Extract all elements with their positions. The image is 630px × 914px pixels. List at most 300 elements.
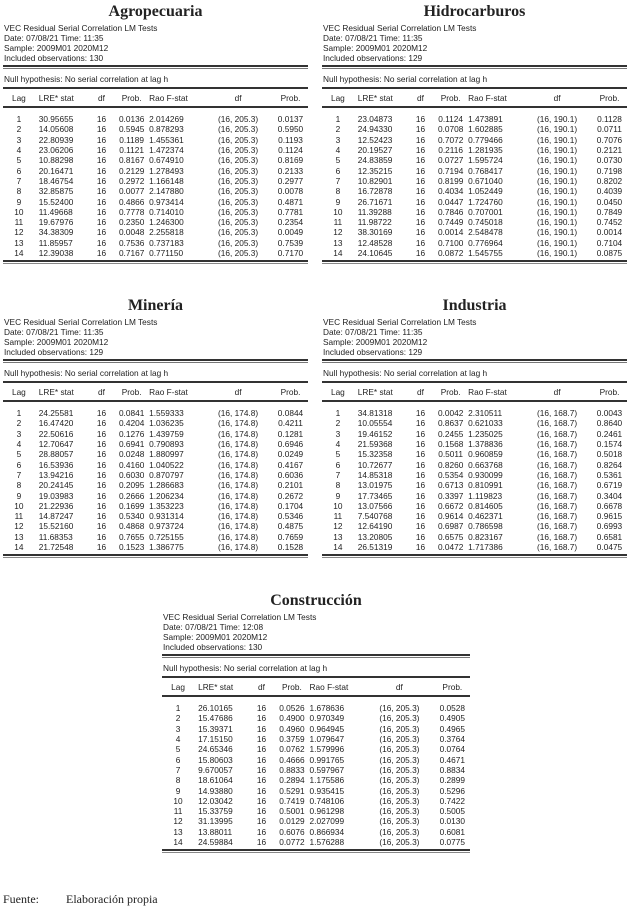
cell-lre-stat: 26.71671 bbox=[357, 196, 393, 207]
cell-lag: 5 bbox=[16, 449, 22, 460]
cell-rao-f-stat: 0.776964 bbox=[468, 237, 503, 248]
cell-rao-f-stat: 1.386775 bbox=[149, 542, 184, 552]
cell-prob-f: 0.0137 bbox=[277, 114, 304, 125]
sector-title: Agropecuaria bbox=[108, 3, 203, 20]
cell-df: 16 bbox=[256, 837, 267, 847]
cell-rao-f-stat: 1.724760 bbox=[468, 196, 503, 207]
cell-lag: 6 bbox=[16, 459, 22, 470]
cell-lag: 2 bbox=[16, 124, 22, 135]
cell-rao-f-stat: 0.663768 bbox=[468, 459, 503, 470]
col-header-df-f: df bbox=[234, 386, 242, 397]
cell-df: 16 bbox=[96, 248, 107, 258]
cell-lre-stat: 10.72677 bbox=[357, 459, 393, 470]
col-header-lre-stat: LRE* stat bbox=[357, 92, 393, 103]
cell-rao-f-stat: 1.559333 bbox=[149, 408, 184, 419]
col-header-rao-f-stat: Rao F-stat bbox=[468, 386, 507, 397]
null-hypothesis: Null hypothesis: No serial correlation at lag h bbox=[323, 368, 488, 378]
cell-rao-f-stat: 1.119823 bbox=[468, 490, 503, 501]
cell-rao-f-stat: 0.790893 bbox=[149, 439, 184, 450]
cell-df-f: (16, 174.8) bbox=[217, 531, 259, 542]
cell-rao-f-stat: 1.579996 bbox=[309, 744, 345, 755]
cell-df: 16 bbox=[96, 408, 107, 419]
cell-df: 16 bbox=[96, 469, 107, 480]
cell-df: 16 bbox=[256, 826, 267, 837]
cell-prob-f: 0.7781 bbox=[277, 206, 304, 217]
cell-prob-f: 0.0078 bbox=[277, 186, 304, 197]
table-row bbox=[3, 490, 308, 500]
cell-prob-f: 0.0130 bbox=[439, 816, 466, 827]
cell-df-f: (16, 168.7) bbox=[536, 480, 578, 491]
cell-df-f: (16, 205.3) bbox=[379, 806, 420, 817]
cell-prob-f: 0.6678 bbox=[596, 500, 623, 511]
cell-prob: 0.1121 bbox=[119, 145, 145, 156]
included-observations: Included observations: 130 bbox=[163, 642, 263, 652]
panel-agropecuaria bbox=[3, 2, 308, 264]
cell-df-f: (16, 190.1) bbox=[536, 145, 578, 156]
cell-df-f: (16, 190.1) bbox=[536, 206, 578, 217]
cell-df-f: (16, 190.1) bbox=[536, 155, 578, 166]
cell-prob: 0.4866 bbox=[118, 196, 145, 207]
included-observations: Included observations: 130 bbox=[4, 53, 104, 63]
cell-lre-stat: 15.47686 bbox=[198, 713, 233, 724]
cell-lag: 3 bbox=[335, 428, 341, 439]
cell-rao-f-stat: 1.235025 bbox=[468, 428, 503, 439]
cell-rao-f-stat: 0.961298 bbox=[309, 806, 345, 817]
cell-prob: 0.7194 bbox=[437, 165, 464, 176]
cell-lre-stat: 13.01975 bbox=[357, 480, 393, 491]
cell-prob: 0.5011 bbox=[438, 449, 464, 460]
cell-rao-f-stat: 0.725155 bbox=[149, 531, 184, 542]
cell-df: 16 bbox=[415, 490, 426, 501]
cell-df-f: (16, 174.8) bbox=[217, 408, 259, 419]
cell-df-f: (16, 205.3) bbox=[217, 196, 259, 207]
null-hypothesis: Null hypothesis: No serial correlation at lag h bbox=[4, 368, 169, 378]
cell-df: 16 bbox=[96, 196, 107, 207]
cell-lag: 11 bbox=[333, 511, 343, 522]
cell-prob-f: 0.3404 bbox=[596, 490, 623, 501]
table-row bbox=[3, 521, 308, 531]
cell-prob: 0.4868 bbox=[118, 521, 145, 532]
cell-lag: 3 bbox=[16, 428, 22, 439]
cell-lag: 4 bbox=[335, 145, 341, 156]
cell-df-f: (16, 205.3) bbox=[217, 237, 259, 248]
table-row bbox=[162, 744, 470, 754]
cell-df-f: (16, 205.3) bbox=[379, 837, 420, 847]
cell-lre-stat: 12.48528 bbox=[357, 237, 393, 248]
date-time: Date: 07/08/21 Time: 11:35 bbox=[323, 33, 423, 43]
cell-lag: 3 bbox=[335, 134, 341, 145]
cell-prob-f: 0.0844 bbox=[277, 408, 304, 419]
cell-df-f: (16, 190.1) bbox=[536, 237, 578, 248]
cell-df-f: (16, 174.8) bbox=[217, 418, 259, 429]
cell-rao-f-stat: 1.595724 bbox=[468, 155, 503, 166]
cell-df: 16 bbox=[96, 124, 107, 135]
cell-rao-f-stat: 0.823167 bbox=[468, 531, 503, 542]
cell-prob-f: 0.1574 bbox=[596, 439, 623, 450]
table-row bbox=[3, 196, 308, 206]
cell-prob-f: 0.5346 bbox=[277, 511, 304, 522]
cell-lre-stat: 23.04873 bbox=[357, 114, 393, 125]
cell-df: 16 bbox=[256, 723, 267, 734]
cell-df-f: (16, 190.1) bbox=[536, 186, 578, 197]
table-row bbox=[322, 521, 627, 531]
cell-rao-f-stat: 1.439759 bbox=[149, 428, 184, 439]
cell-rao-f-stat: 0.768417 bbox=[468, 165, 503, 176]
cell-lre-stat: 30.95655 bbox=[38, 114, 74, 125]
table-row bbox=[322, 176, 627, 186]
cell-lre-stat: 11.39288 bbox=[357, 206, 392, 217]
cell-lre-stat: 24.94330 bbox=[357, 124, 393, 135]
cell-lre-stat: 26.10165 bbox=[198, 703, 233, 714]
cell-lag: 8 bbox=[16, 186, 22, 197]
cell-lre-stat: 24.25581 bbox=[38, 408, 74, 419]
cell-prob-f: 0.0875 bbox=[596, 248, 623, 258]
cell-rao-f-stat: 0.930099 bbox=[468, 469, 503, 480]
cell-prob-f: 0.7539 bbox=[277, 237, 304, 248]
cell-prob: 0.6987 bbox=[437, 521, 464, 532]
test-name: VEC Residual Serial Correlation LM Tests bbox=[4, 317, 158, 327]
cell-lre-stat: 18.61064 bbox=[198, 775, 233, 786]
cell-lag: 7 bbox=[335, 469, 341, 480]
cell-lag: 10 bbox=[14, 500, 24, 511]
cell-lre-stat: 24.10645 bbox=[357, 248, 393, 258]
cell-rao-f-stat: 0.935415 bbox=[309, 785, 345, 796]
cell-prob-f: 0.2121 bbox=[596, 145, 623, 156]
cell-df-f: (16, 174.8) bbox=[217, 500, 259, 511]
cell-df-f: (16, 174.8) bbox=[217, 480, 259, 491]
included-observations: Included observations: 129 bbox=[4, 347, 104, 357]
cell-df: 16 bbox=[415, 469, 426, 480]
cell-df: 16 bbox=[96, 155, 107, 166]
cell-rao-f-stat: 1.206234 bbox=[149, 490, 184, 501]
cell-rao-f-stat: 0.960859 bbox=[468, 449, 503, 460]
cell-prob-f: 0.5005 bbox=[439, 806, 466, 817]
cell-df: 16 bbox=[96, 165, 107, 176]
table-row bbox=[162, 775, 470, 785]
col-header-prob: Prob. bbox=[440, 386, 461, 397]
cell-df: 16 bbox=[415, 227, 426, 238]
cell-lre-stat: 22.80939 bbox=[38, 134, 74, 145]
cell-rao-f-stat: 1.036235 bbox=[149, 418, 184, 429]
cell-df-f: (16, 168.7) bbox=[536, 459, 578, 470]
cell-lre-stat: 22.50616 bbox=[38, 428, 74, 439]
cell-df-f: (16, 174.8) bbox=[217, 428, 259, 439]
cell-df-f: (16, 174.8) bbox=[217, 490, 259, 501]
cell-lag: 5 bbox=[335, 155, 341, 166]
cell-df-f: (16, 168.7) bbox=[536, 521, 578, 532]
cell-df: 16 bbox=[415, 531, 426, 542]
table-row bbox=[3, 429, 308, 439]
cell-prob-f: 0.6036 bbox=[277, 469, 304, 480]
cell-lre-stat: 26.51319 bbox=[357, 542, 393, 552]
cell-prob-f: 0.8169 bbox=[277, 155, 304, 166]
cell-lre-stat: 11.85957 bbox=[38, 237, 73, 248]
cell-prob: 0.6672 bbox=[437, 500, 464, 511]
col-header-rao-f-stat: Rao F-stat bbox=[309, 681, 349, 692]
cell-lag: 2 bbox=[335, 418, 341, 429]
col-header-prob-f: Prob. bbox=[280, 92, 301, 103]
sample-range: Sample: 2009M01 2020M12 bbox=[323, 337, 428, 347]
cell-prob: 0.8199 bbox=[437, 175, 464, 186]
cell-prob: 0.6575 bbox=[437, 531, 464, 542]
col-header-prob-f: Prob. bbox=[280, 386, 301, 397]
cell-prob: 0.4034 bbox=[437, 186, 464, 197]
cell-prob: 0.0762 bbox=[279, 744, 305, 755]
cell-df: 16 bbox=[96, 542, 107, 552]
cell-prob: 0.1699 bbox=[118, 500, 145, 511]
cell-prob-f: 0.0711 bbox=[597, 124, 622, 135]
cell-prob: 0.5945 bbox=[118, 124, 145, 135]
lm-test-table bbox=[3, 381, 308, 554]
cell-rao-f-stat: 1.278493 bbox=[149, 165, 184, 176]
cell-prob: 0.2666 bbox=[118, 490, 145, 501]
cell-rao-f-stat: 0.973724 bbox=[149, 521, 184, 532]
table-end-rule bbox=[322, 554, 627, 558]
table-row bbox=[3, 511, 308, 521]
cell-lag: 12 bbox=[14, 227, 24, 238]
table-row bbox=[162, 724, 470, 734]
cell-prob-f: 0.7422 bbox=[439, 795, 466, 806]
cell-lre-stat: 21.59368 bbox=[357, 439, 393, 450]
cell-df: 16 bbox=[96, 186, 107, 197]
table-row bbox=[322, 401, 627, 418]
cell-prob: 0.0472 bbox=[437, 542, 464, 552]
cell-lag: 3 bbox=[16, 134, 22, 145]
cell-prob: 0.7100 bbox=[437, 237, 464, 248]
cell-df-f: (16, 205.3) bbox=[217, 217, 259, 228]
cell-prob-f: 0.7198 bbox=[596, 165, 623, 176]
cell-prob: 0.8833 bbox=[279, 764, 305, 775]
cell-lre-stat: 15.39371 bbox=[198, 723, 233, 734]
cell-rao-f-stat: 0.931314 bbox=[149, 511, 184, 522]
cell-rao-f-stat: 1.166148 bbox=[149, 175, 184, 186]
cell-df-f: (16, 205.3) bbox=[379, 826, 420, 837]
cell-df: 16 bbox=[415, 124, 426, 135]
cell-df-f: (16, 190.1) bbox=[536, 175, 578, 186]
cell-prob: 0.0042 bbox=[437, 408, 464, 419]
table-row bbox=[3, 186, 308, 196]
cell-df: 16 bbox=[256, 806, 267, 817]
cell-df-f: (16, 205.3) bbox=[217, 134, 259, 145]
cell-lre-stat: 34.38309 bbox=[38, 227, 74, 238]
cell-df: 16 bbox=[96, 134, 107, 145]
col-header-lag: Lag bbox=[330, 386, 345, 397]
cell-prob: 0.8167 bbox=[118, 155, 145, 166]
cell-prob: 0.4160 bbox=[118, 459, 145, 470]
cell-prob-f: 0.1528 bbox=[277, 542, 304, 552]
cell-rao-f-stat: 2.255818 bbox=[149, 227, 184, 238]
test-name: VEC Residual Serial Correlation LM Tests bbox=[323, 23, 477, 33]
cell-prob-f: 0.8202 bbox=[596, 175, 623, 186]
table-row bbox=[322, 107, 627, 124]
cell-rao-f-stat: 0.674910 bbox=[149, 155, 184, 166]
col-header-lre-stat: LRE* stat bbox=[357, 386, 393, 397]
table-row bbox=[322, 439, 627, 449]
cell-lre-stat: 31.13995 bbox=[198, 816, 233, 827]
table-row bbox=[162, 734, 470, 744]
col-header-lag: Lag bbox=[11, 386, 26, 397]
table-row bbox=[3, 227, 308, 237]
cell-prob-f: 0.7659 bbox=[277, 531, 304, 542]
cell-lre-stat: 16.47420 bbox=[38, 418, 74, 429]
cell-df-f: (16, 174.8) bbox=[217, 449, 259, 460]
cell-prob: 0.0841 bbox=[118, 408, 145, 419]
cell-prob: 0.6941 bbox=[118, 439, 145, 450]
cell-df-f: (16, 205.3) bbox=[217, 206, 259, 217]
cell-prob-f: 0.6719 bbox=[596, 480, 623, 491]
cell-rao-f-stat: 1.473891 bbox=[468, 114, 503, 125]
cell-df: 16 bbox=[96, 521, 107, 532]
cell-prob: 0.1568 bbox=[437, 439, 464, 450]
table-row bbox=[322, 227, 627, 237]
cell-lag: 12 bbox=[333, 521, 343, 532]
cell-prob-f: 0.0764 bbox=[439, 744, 466, 755]
cell-prob-f: 0.1193 bbox=[278, 134, 303, 145]
table-row bbox=[322, 165, 627, 175]
cell-prob: 0.7167 bbox=[118, 248, 145, 258]
cell-prob: 0.7072 bbox=[437, 134, 464, 145]
table-row bbox=[162, 796, 470, 806]
panel-industria bbox=[322, 296, 627, 558]
cell-lre-stat: 12.70647 bbox=[38, 439, 74, 450]
cell-rao-f-stat: 0.878293 bbox=[149, 124, 184, 135]
table-row bbox=[322, 542, 627, 554]
cell-rao-f-stat: 0.671040 bbox=[468, 175, 503, 186]
cell-df: 16 bbox=[415, 459, 426, 470]
cell-rao-f-stat: 1.040522 bbox=[149, 459, 184, 470]
cell-prob: 0.0727 bbox=[437, 155, 464, 166]
cell-prob: 0.7449 bbox=[437, 217, 464, 228]
table-row bbox=[322, 248, 627, 260]
cell-lre-stat: 34.81318 bbox=[357, 408, 393, 419]
cell-rao-f-stat: 1.246300 bbox=[149, 217, 184, 228]
col-header-rao-f-stat: Rao F-stat bbox=[149, 386, 188, 397]
table-row bbox=[3, 542, 308, 554]
cell-rao-f-stat: 0.737183 bbox=[149, 237, 184, 248]
table-row bbox=[3, 207, 308, 217]
cell-df: 16 bbox=[415, 196, 426, 207]
cell-lag: 12 bbox=[14, 521, 24, 532]
cell-lag: 4 bbox=[175, 734, 181, 745]
cell-lag: 13 bbox=[14, 237, 24, 248]
col-header-prob-f: Prob. bbox=[442, 681, 463, 692]
cell-prob: 0.4960 bbox=[279, 723, 305, 734]
sector-title: Minería bbox=[127, 297, 184, 314]
cell-prob-f: 0.4211 bbox=[278, 418, 303, 429]
cell-prob: 0.0014 bbox=[437, 227, 464, 238]
lm-test-table bbox=[3, 87, 308, 260]
cell-lag: 9 bbox=[16, 490, 22, 501]
cell-rao-f-stat: 0.786598 bbox=[468, 521, 503, 532]
cell-prob-f: 0.2977 bbox=[277, 175, 304, 186]
cell-prob-f: 0.1704 bbox=[277, 500, 304, 511]
table-row bbox=[322, 511, 627, 521]
cell-df-f: (16, 168.7) bbox=[536, 490, 578, 501]
cell-df: 16 bbox=[256, 713, 267, 724]
header-row bbox=[322, 382, 627, 401]
cell-df: 16 bbox=[415, 145, 426, 156]
cell-prob: 0.2455 bbox=[437, 428, 464, 439]
null-hypothesis: Null hypothesis: No serial correlation at lag h bbox=[323, 74, 488, 84]
cell-rao-f-stat: 1.378836 bbox=[468, 439, 503, 450]
cell-rao-f-stat: 1.472374 bbox=[149, 145, 184, 156]
included-observations: Included observations: 129 bbox=[323, 347, 423, 357]
table-row bbox=[162, 837, 470, 849]
header-row bbox=[3, 88, 308, 107]
cell-df: 16 bbox=[96, 459, 107, 470]
cell-lre-stat: 12.64190 bbox=[357, 521, 393, 532]
cell-df-f: (16, 174.8) bbox=[217, 521, 259, 532]
cell-prob-f: 0.2899 bbox=[439, 775, 466, 786]
cell-df-f: (16, 205.3) bbox=[217, 227, 259, 238]
cell-lre-stat: 20.16471 bbox=[38, 165, 74, 176]
cell-lag: 8 bbox=[335, 480, 341, 491]
cell-prob: 0.0872 bbox=[437, 248, 464, 258]
cell-lre-stat: 13.07566 bbox=[357, 500, 393, 511]
test-name: VEC Residual Serial Correlation LM Tests bbox=[4, 23, 158, 33]
table-row bbox=[3, 470, 308, 480]
cell-df-f: (16, 205.3) bbox=[217, 114, 259, 125]
cell-lre-stat: 15.33759 bbox=[198, 806, 233, 817]
cell-prob-f: 0.6993 bbox=[596, 521, 623, 532]
cell-lre-stat: 21.22936 bbox=[38, 500, 74, 511]
source-label: Fuente: bbox=[3, 892, 39, 906]
cell-lre-stat: 24.65346 bbox=[198, 744, 233, 755]
table-row bbox=[322, 207, 627, 217]
table-row bbox=[162, 765, 470, 775]
cell-df: 16 bbox=[256, 734, 267, 745]
cell-prob-f: 0.2461 bbox=[596, 428, 623, 439]
cell-lag: 7 bbox=[16, 175, 22, 186]
cell-df-f: (16, 168.7) bbox=[536, 428, 578, 439]
col-header-df: df bbox=[417, 92, 424, 103]
col-header-df-f: df bbox=[395, 681, 403, 692]
cell-df-f: (16, 190.1) bbox=[536, 165, 578, 176]
cell-lag: 1 bbox=[335, 408, 341, 419]
cell-df: 16 bbox=[415, 542, 426, 552]
cell-lag: 5 bbox=[335, 449, 341, 460]
cell-prob: 0.2116 bbox=[438, 145, 464, 156]
table-row bbox=[322, 501, 627, 511]
cell-df: 16 bbox=[256, 744, 267, 755]
cell-lag: 9 bbox=[16, 196, 22, 207]
cell-lre-stat: 11.49668 bbox=[38, 206, 73, 217]
cell-lre-stat: 10.82901 bbox=[357, 175, 393, 186]
cell-prob: 0.5354 bbox=[437, 469, 464, 480]
cell-df: 16 bbox=[256, 754, 267, 765]
cell-lag: 14 bbox=[173, 837, 183, 847]
cell-prob: 0.1276 bbox=[118, 428, 145, 439]
cell-df: 16 bbox=[96, 480, 107, 491]
cell-prob: 0.0772 bbox=[279, 837, 305, 847]
table-row bbox=[3, 165, 308, 175]
cell-prob-f: 0.7170 bbox=[277, 248, 304, 258]
cell-lag: 5 bbox=[175, 744, 181, 755]
table-row bbox=[3, 401, 308, 418]
cell-df-f: (16, 174.8) bbox=[217, 469, 259, 480]
cell-prob: 0.0048 bbox=[118, 227, 145, 238]
table-row bbox=[322, 418, 627, 428]
cell-lag: 2 bbox=[175, 713, 181, 724]
cell-df-f: (16, 190.1) bbox=[536, 196, 578, 207]
cell-df: 16 bbox=[256, 775, 267, 786]
cell-prob-f: 0.4671 bbox=[439, 754, 466, 765]
date-time: Date: 07/08/21 Time: 11:35 bbox=[323, 327, 423, 337]
cell-lag: 13 bbox=[333, 531, 343, 542]
header-row bbox=[322, 88, 627, 107]
cell-lag: 1 bbox=[16, 408, 22, 419]
cell-df-f: (16, 168.7) bbox=[536, 469, 578, 480]
